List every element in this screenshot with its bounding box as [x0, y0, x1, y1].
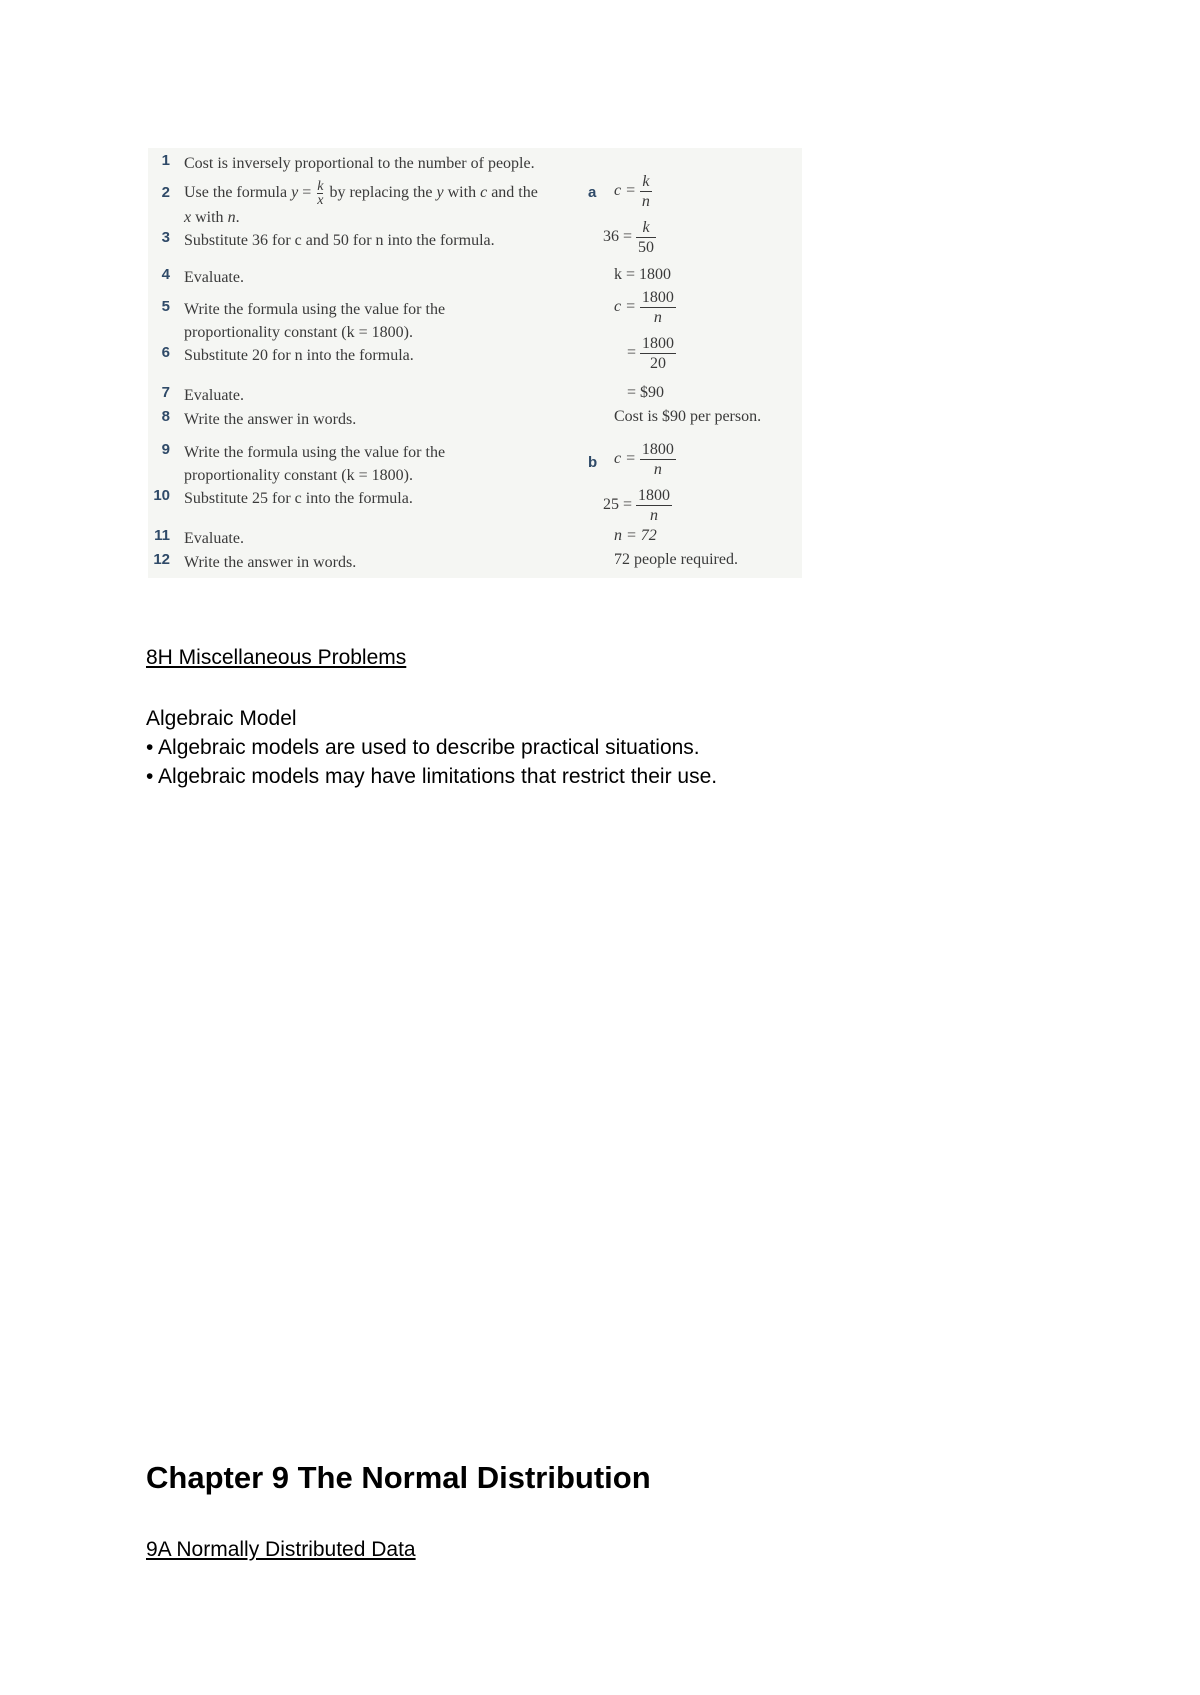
part-a-label: a [588, 184, 597, 201]
formula-var: n [227, 209, 236, 226]
formula-var: c [480, 184, 488, 202]
part-b-eq-1 [614, 440, 676, 479]
part-a-eq-2 [603, 218, 656, 257]
fraction-denominator: x [317, 193, 324, 208]
step-text-part: Use the formula [184, 184, 292, 202]
part-a-eq-6: = $90 [627, 384, 665, 401]
fraction [640, 172, 652, 211]
step-number: 7 [161, 384, 170, 401]
bullet-item: • Algebraic models may have limitations that restrict their use. [146, 765, 718, 788]
step-number: 3 [161, 229, 170, 246]
fraction [640, 334, 676, 373]
part-a-eq-3: k = 1800 [614, 266, 672, 283]
step-text: Write the formula using the value for the proportionality constant (k = 1800). [184, 301, 446, 341]
formula-var: y [291, 184, 299, 202]
fraction-numerator: 1800 [642, 335, 675, 352]
equation-lhs: c = [614, 182, 636, 200]
equation-lhs: = [627, 344, 637, 362]
fraction [640, 288, 676, 327]
fraction-denominator: 50 [638, 239, 655, 256]
part-a-answer: Cost is $90 per person. [614, 408, 762, 425]
fraction-denominator: 20 [650, 355, 667, 372]
inline-fraction [317, 180, 323, 207]
step-text-part: with [191, 209, 228, 226]
part-a-eq-4 [614, 288, 676, 327]
step-number: 10 [153, 487, 170, 504]
part-b-eq-3: n = 72 [614, 527, 657, 544]
fraction-denominator: n [641, 193, 650, 210]
step-number: 1 [161, 152, 170, 169]
step-number: 2 [161, 184, 170, 201]
step-text: Evaluate. [184, 530, 244, 547]
bullet-item: • Algebraic models are used to describe practical situations. [146, 736, 700, 759]
step-number: 11 [154, 527, 170, 544]
fraction-denominator: n [650, 507, 659, 524]
step-text: Write the answer in words. [184, 411, 357, 428]
equation-lhs: 25 = [603, 496, 633, 514]
step-number: 12 [153, 551, 170, 568]
fraction-numerator: 1800 [641, 441, 674, 458]
step-text-part: with [443, 184, 481, 202]
fraction [636, 486, 672, 525]
fraction-numerator: k [640, 172, 652, 192]
fraction-denominator: n [653, 461, 662, 478]
algebraic-model-block [146, 704, 717, 791]
part-a-eq-1 [614, 172, 652, 211]
step-number: 9 [161, 441, 170, 458]
part-b-label: b [588, 454, 598, 471]
step-text: Write the formula using the value for the proportionality constant (k = 1800). [184, 444, 446, 484]
equation-lhs: c = [614, 450, 636, 468]
worked-example-box [148, 148, 802, 578]
fraction-numerator: 1800 [638, 487, 671, 504]
step-number: 5 [161, 298, 170, 315]
section-8h-title[interactable]: 8H Miscellaneous Problems [146, 646, 407, 669]
fraction [640, 440, 676, 479]
step-text: Evaluate. [184, 269, 244, 286]
algebraic-model-heading: Algebraic Model [146, 707, 297, 730]
step-text: Substitute 20 for n into the formula. [184, 347, 414, 364]
fraction-numerator: k [636, 218, 656, 238]
step-text: Substitute 25 for c into the formula. [184, 490, 413, 507]
step-text [184, 180, 584, 229]
step-number: 4 [161, 266, 170, 283]
part-b-eq-2 [603, 486, 672, 525]
section-9a-title[interactable]: 9A Normally Distributed Data [146, 1538, 416, 1561]
equation-lhs: 36 = [603, 228, 633, 246]
step-text: Substitute 36 for c and 50 for n into the formula. [184, 232, 495, 249]
equation-lhs: c = [614, 298, 636, 316]
step-text: Evaluate. [184, 387, 244, 404]
formula-eq: = [298, 184, 316, 202]
step-text: Write the answer in words. [184, 554, 357, 571]
step-text-part: . [235, 209, 240, 226]
fraction-numerator: k [317, 179, 324, 194]
step-text: Cost is inversely proportional to the number of people. [184, 155, 535, 172]
step-text-part: by replacing the [325, 184, 437, 202]
fraction [636, 218, 656, 257]
fraction-numerator: 1800 [641, 289, 674, 306]
fraction-denominator: n [653, 309, 662, 326]
step-text-part: and the [487, 184, 538, 202]
chapter-9-title: Chapter 9 The Normal Distribution [146, 1460, 651, 1495]
formula-var: x [184, 209, 192, 226]
step-number: 8 [161, 408, 170, 425]
part-b-answer: 72 people required. [614, 551, 738, 568]
step-number: 6 [161, 344, 170, 361]
part-a-eq-5 [627, 334, 676, 373]
formula-var: y [436, 184, 444, 202]
